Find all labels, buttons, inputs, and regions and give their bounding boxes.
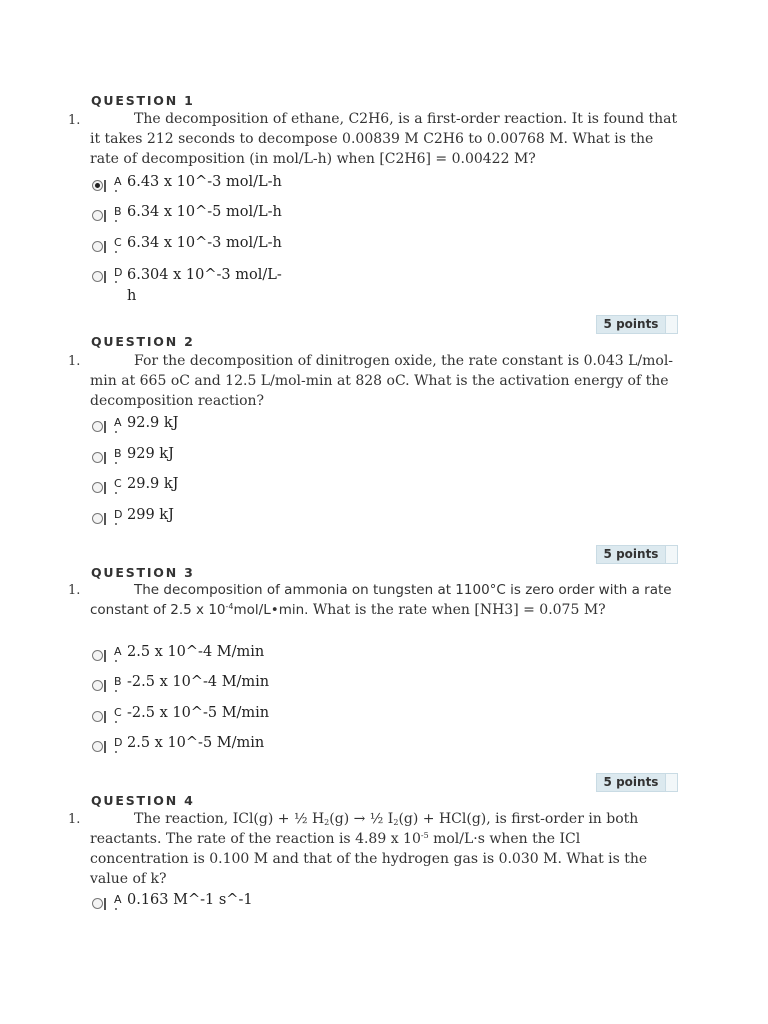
points-label: 5 points <box>597 774 666 791</box>
question-2-heading: QUESTION 2 <box>91 334 195 349</box>
question-1-heading: QUESTION 1 <box>91 93 195 108</box>
question-3-text-lead: The decomposition of ammonia on tungsten at 1100°C is zero order with a rate constant of 2.5 x 10 <box>90 582 672 618</box>
points-label: 5 points <box>597 546 666 563</box>
option-letter: C <box>114 706 122 719</box>
option-letter: D <box>114 508 123 521</box>
option-text: 2.5 x 10^-4 M/min <box>127 644 265 660</box>
question-2-number: 1. <box>68 354 81 369</box>
question-4-text-a: The reaction, ICl(g) + ½ H <box>134 811 325 827</box>
radio-icon[interactable] <box>92 650 103 661</box>
option-letter: C <box>114 236 122 249</box>
option-text: 299 kJ <box>127 507 174 523</box>
radio-icon[interactable] <box>92 711 103 722</box>
option-text: 6.34 x 10^-5 mol/L-h <box>127 204 282 220</box>
option-letter: A <box>114 893 122 906</box>
radio-icon[interactable] <box>92 452 103 463</box>
question-2-text-body: For the decomposition of dinitrogen oxide, the rate constant is 0.043 L/mol-min at 665 oC and 12.5 L/mol-min at 828 oC. What is the activation energy of the decomposition reaction? <box>90 353 674 409</box>
option-text: 2.5 x 10^-5 M/min <box>127 735 265 751</box>
radio-selected-icon[interactable] <box>92 180 103 191</box>
option-text: 0.163 M^-1 s^-1 <box>127 892 253 908</box>
question-1-points-badge <box>596 315 678 334</box>
question-3-number: 1. <box>68 583 81 598</box>
option-text: 6.43 x 10^-3 mol/L-h <box>127 174 282 190</box>
radio-icon[interactable] <box>92 513 103 524</box>
radio-icon[interactable] <box>92 898 103 909</box>
option-dot-icon <box>115 660 117 662</box>
option-dot-icon <box>115 251 117 253</box>
option-dot-icon <box>115 908 117 910</box>
radio-icon[interactable] <box>92 271 103 282</box>
option-text: 929 kJ <box>127 446 174 462</box>
radio-icon[interactable] <box>92 741 103 752</box>
option-dot-icon <box>115 190 117 192</box>
radio-dot-icon <box>95 183 100 188</box>
option-letter: B <box>114 675 122 688</box>
option-text: 6.304 x 10^-3 mol/L-h <box>127 267 282 304</box>
radio-icon[interactable] <box>92 482 103 493</box>
option-letter: A <box>114 175 122 188</box>
radio-icon[interactable] <box>92 421 103 432</box>
option-dot-icon <box>115 492 117 494</box>
option-letter: D <box>114 266 123 279</box>
option-letter: C <box>114 477 122 490</box>
question-4-heading: QUESTION 4 <box>91 793 195 808</box>
option-dot-icon <box>115 690 117 692</box>
question-4-exponent: -5 <box>420 831 429 840</box>
option-dot-icon <box>115 721 117 723</box>
option-letter: A <box>114 416 122 429</box>
question-4-text-d: mol/L·s when the ICl concentration is 0.100 M and that of the hydrogen gas is 0.030 M. What is the value of k? <box>90 831 648 887</box>
question-3-exponent: -4 <box>225 602 234 611</box>
question-3-heading: QUESTION 3 <box>91 565 195 580</box>
points-label: 5 points <box>597 316 666 333</box>
question-3-text-tail: What is the rate when [NH3] = 0.075 M? <box>308 602 606 618</box>
option-dot-icon <box>115 751 117 753</box>
question-1-text <box>90 109 682 169</box>
question-4-text <box>90 809 682 889</box>
question-3-points-badge <box>596 773 678 792</box>
question-4-subscript-1: 2 <box>324 818 330 827</box>
radio-icon[interactable] <box>92 210 103 221</box>
question-1-text-body: The decomposition of ethane, C2H6, is a first-order reaction. It is found that it takes 212 seconds to decompose 0.00839 M C2H6 to 0.00768 M. What is the rate of decomposition (in mol/L-h) when [C2H6] = 0.00422 M? <box>90 111 678 167</box>
question-3-text-unit: mol/L•min. <box>233 602 309 618</box>
option-text: -2.5 x 10^-4 M/min <box>127 674 270 690</box>
question-2-points-badge <box>596 545 678 564</box>
question-3-text <box>90 580 682 620</box>
option-letter: D <box>114 736 123 749</box>
radio-icon[interactable] <box>92 241 103 252</box>
question-4-subscript-2: 2 <box>393 818 399 827</box>
option-dot-icon <box>115 281 117 283</box>
option-text: 6.34 x 10^-3 mol/L-h <box>127 235 282 251</box>
radio-icon[interactable] <box>92 680 103 691</box>
question-4-text-c: (g) + HCl(g), is first-order in both reactants. The rate of the reaction is 4.89 x 10 <box>90 811 639 847</box>
option-dot-icon <box>115 431 117 433</box>
option-letter: A <box>114 645 122 658</box>
option-letter: B <box>114 447 122 460</box>
question-4-text-b: (g) → ½ I <box>329 811 394 827</box>
option-text: -2.5 x 10^-5 M/min <box>127 705 270 721</box>
option-text: 29.9 kJ <box>127 476 179 492</box>
option-dot-icon <box>115 523 117 525</box>
question-1-number: 1. <box>68 113 81 128</box>
option-text: 92.9 kJ <box>127 415 179 431</box>
question-4-number: 1. <box>68 812 81 827</box>
option-letter: B <box>114 205 122 218</box>
option-dot-icon <box>115 462 117 464</box>
question-2-text <box>90 351 682 411</box>
option-dot-icon <box>115 220 117 222</box>
